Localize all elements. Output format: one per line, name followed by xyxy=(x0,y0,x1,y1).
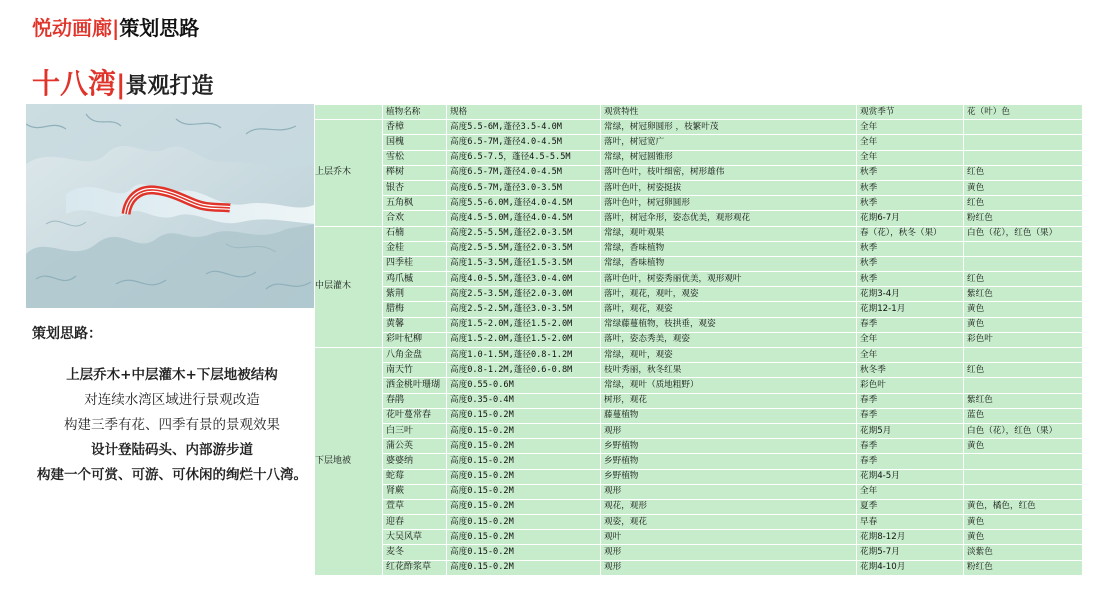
table-cell: 春鹃 xyxy=(383,393,447,408)
table-cell: 石楠 xyxy=(383,226,447,241)
table-cell: 婆婆纳 xyxy=(383,454,447,469)
table-cell: 落叶，树冠宽广 xyxy=(601,135,857,150)
table-cell: 花期8-12月 xyxy=(857,530,964,545)
table-cell: 黄色 xyxy=(964,439,1083,454)
table-row xyxy=(315,302,1083,317)
header-cell: 花（叶）色 xyxy=(964,105,1083,120)
header-cell: 规格 xyxy=(447,105,601,120)
table-cell: 麦冬 xyxy=(383,545,447,560)
table-cell: 合欢 xyxy=(383,211,447,226)
header-cell xyxy=(315,105,383,120)
table-cell: 全年 xyxy=(857,135,964,150)
table-cell: 彩色叶 xyxy=(964,332,1083,347)
table-cell: 高度5.5-6M,蓬径3.5-4.0M xyxy=(447,120,601,135)
table-cell: 白色（花），红色（果） xyxy=(964,423,1083,438)
table-cell: 银杏 xyxy=(383,180,447,195)
sub-title xyxy=(32,62,214,102)
plan-line: 上层乔木+中层灌木+下层地被结构 xyxy=(66,367,278,383)
table-cell: 常绿藤蔓植物，枝拱垂，观姿 xyxy=(601,317,857,332)
table-row xyxy=(315,287,1083,302)
table-cell: 落叶，树冠伞形，姿态优美，观形观花 xyxy=(601,211,857,226)
table-cell: 常绿，树冠圆锥形 xyxy=(601,150,857,165)
table-cell: 落叶色叶，枝叶细密，树形雄伟 xyxy=(601,165,857,180)
table-row xyxy=(315,454,1083,469)
table-cell: 紫红色 xyxy=(964,287,1083,302)
table-cell xyxy=(964,120,1083,135)
table-row xyxy=(315,484,1083,499)
table-cell: 高度0.15-0.2M xyxy=(447,408,601,423)
table-cell: 春季 xyxy=(857,408,964,423)
layer-cell: 中层灌木 xyxy=(315,226,383,348)
table-cell: 蛇莓 xyxy=(383,469,447,484)
plant-table xyxy=(314,104,1083,576)
table-row xyxy=(315,241,1083,256)
table-row xyxy=(315,545,1083,560)
table-cell: 白色（花），红色（果） xyxy=(964,226,1083,241)
table-cell: 观姿，观花 xyxy=(601,515,857,530)
table-cell: 春季 xyxy=(857,439,964,454)
plan-line: 构建一个可赏、可游、可休闲的绚烂十八湾。 xyxy=(37,467,307,483)
table-row xyxy=(315,165,1083,180)
planning-notes xyxy=(26,323,318,488)
table-cell: 常绿，香味植物 xyxy=(601,241,857,256)
table-row xyxy=(315,408,1083,423)
table-cell: 花期6-7月 xyxy=(857,211,964,226)
table-cell: 高度0.55-0.6M xyxy=(447,378,601,393)
area-name: 十八湾 xyxy=(32,67,117,100)
table-cell: 夏季 xyxy=(857,499,964,514)
table-cell: 四季桂 xyxy=(383,256,447,271)
table-cell: 彩色叶 xyxy=(857,378,964,393)
table-row xyxy=(315,439,1083,454)
table-cell: 落叶色叶，树冠卵圆形 xyxy=(601,196,857,211)
table-cell: 高度5.5-6.0M,蓬径4.0-4.5M xyxy=(447,196,601,211)
table-cell: 花期12-1月 xyxy=(857,302,964,317)
table-cell: 榉树 xyxy=(383,165,447,180)
table-cell: 高度0.15-0.2M xyxy=(447,515,601,530)
table-cell xyxy=(964,378,1083,393)
planning-label: 策划思路： xyxy=(32,326,102,342)
table-cell: 春季 xyxy=(857,454,964,469)
aerial-map xyxy=(26,104,316,308)
table-cell: 国槐 xyxy=(383,135,447,150)
table-row xyxy=(315,150,1083,165)
table-cell: 落叶，姿态秀美，观姿 xyxy=(601,332,857,347)
table-cell: 全年 xyxy=(857,348,964,363)
table-row xyxy=(315,423,1083,438)
table-cell: 秋季 xyxy=(857,256,964,271)
table-cell: 常绿，树冠卵圆形 ，枝繁叶茂 xyxy=(601,120,857,135)
section-title: 策划思路 xyxy=(119,16,200,40)
table-cell: 观形 xyxy=(601,560,857,575)
table-cell: 高度0.8-1.2M,蓬径0.6-0.8M xyxy=(447,363,601,378)
table-row xyxy=(315,272,1083,287)
table-cell: 高度0.15-0.2M xyxy=(447,423,601,438)
table-cell: 观形 xyxy=(601,545,857,560)
table-row xyxy=(315,317,1083,332)
table-cell xyxy=(964,150,1083,165)
table-cell: 粉红色 xyxy=(964,560,1083,575)
table-cell: 高度1.0-1.5M,蓬径0.8-1.2M xyxy=(447,348,601,363)
table-cell: 春季 xyxy=(857,393,964,408)
table-cell xyxy=(964,469,1083,484)
table-cell: 红花酢浆草 xyxy=(383,560,447,575)
table-cell: 高度6.5-7M,蓬径4.0-4.5M xyxy=(447,135,601,150)
table-cell xyxy=(964,484,1083,499)
table-cell: 花期5月 xyxy=(857,423,964,438)
table-cell: 枝叶秀丽，秋冬红果 xyxy=(601,363,857,378)
table-cell: 黄色 xyxy=(964,515,1083,530)
table-row xyxy=(315,332,1083,347)
table-cell: 黄色 xyxy=(964,180,1083,195)
table-cell: 观形 xyxy=(601,423,857,438)
table-cell: 高度0.15-0.2M xyxy=(447,545,601,560)
table-cell: 落叶，观花，观叶，观姿 xyxy=(601,287,857,302)
subtitle-section: 景观打造 xyxy=(125,74,214,99)
table-cell xyxy=(964,348,1083,363)
table-cell xyxy=(964,256,1083,271)
table-cell: 紫红色 xyxy=(964,393,1083,408)
table-cell: 花期4-5月 xyxy=(857,469,964,484)
table-cell: 高度2.5-5.5M,蓬径2.0-3.5M xyxy=(447,241,601,256)
table-cell: 八角金盘 xyxy=(383,348,447,363)
table-cell: 春季 xyxy=(857,317,964,332)
table-cell: 五角枫 xyxy=(383,196,447,211)
table-cell: 鸡爪槭 xyxy=(383,272,447,287)
table-cell: 洒金桃叶珊瑚 xyxy=(383,378,447,393)
table-row xyxy=(315,363,1083,378)
table-cell: 黄色 xyxy=(964,302,1083,317)
table-row xyxy=(315,120,1083,135)
table-cell: 萱草 xyxy=(383,499,447,514)
table-row xyxy=(315,211,1083,226)
table-cell: 南天竹 xyxy=(383,363,447,378)
subtitle-separator: | xyxy=(116,70,126,100)
table-cell: 落叶色叶，树姿挺拔 xyxy=(601,180,857,195)
table-cell: 秋季 xyxy=(857,272,964,287)
table-row xyxy=(315,135,1083,150)
table-cell: 观花，观形 xyxy=(601,499,857,514)
table-cell: 秋季 xyxy=(857,180,964,195)
table-cell: 高度0.15-0.2M xyxy=(447,530,601,545)
table-row xyxy=(315,469,1083,484)
table-cell: 树形，观花 xyxy=(601,393,857,408)
table-row xyxy=(315,560,1083,575)
page-title xyxy=(32,12,199,41)
brand-title: 悦动画廊 xyxy=(32,16,112,40)
table-cell: 早春 xyxy=(857,515,964,530)
table-cell: 迎春 xyxy=(383,515,447,530)
table-cell: 花期5-7月 xyxy=(857,545,964,560)
table-row xyxy=(315,196,1083,211)
table-cell: 秋季 xyxy=(857,196,964,211)
table-cell: 花期4-10月 xyxy=(857,560,964,575)
table-cell: 高度2.5-5.5M,蓬径2.0-3.5M xyxy=(447,226,601,241)
table-cell: 花叶蔓常春 xyxy=(383,408,447,423)
table-cell: 常绿，观叶，观姿 xyxy=(601,348,857,363)
plan-line: 构建三季有花、四季有景的景观效果 xyxy=(64,417,280,433)
table-row xyxy=(315,499,1083,514)
table-cell: 高度1.5-2.0M,蓬径1.5-2.0M xyxy=(447,317,601,332)
table-cell: 黄色，橘色，红色 xyxy=(964,499,1083,514)
table-cell: 高度0.35-0.4M xyxy=(447,393,601,408)
layer-cell: 下层地被 xyxy=(315,348,383,576)
plan-line: 对连续水湾区域进行景观改造 xyxy=(84,392,260,408)
table-cell: 白三叶 xyxy=(383,423,447,438)
table-cell: 肾蕨 xyxy=(383,484,447,499)
table-cell: 秋冬季 xyxy=(857,363,964,378)
table-cell: 高度0.15-0.2M xyxy=(447,469,601,484)
table-cell: 高度6.5-7.5，蓬径4.5-5.5M xyxy=(447,150,601,165)
table-cell xyxy=(964,135,1083,150)
table-row xyxy=(315,226,1083,241)
table-cell: 高度1.5-2.0M,蓬径1.5-2.0M xyxy=(447,332,601,347)
table-cell: 金桂 xyxy=(383,241,447,256)
table-cell: 红色 xyxy=(964,363,1083,378)
table-row xyxy=(315,378,1083,393)
table-cell: 高度4.0-5.5M,蓬径3.0-4.0M xyxy=(447,272,601,287)
table-cell: 落叶色叶，树姿秀丽优美，观形观叶 xyxy=(601,272,857,287)
table-cell: 高度0.15-0.2M xyxy=(447,454,601,469)
table-cell: 乡野植物 xyxy=(601,439,857,454)
table-row xyxy=(315,256,1083,271)
table-cell: 大吴风草 xyxy=(383,530,447,545)
table-cell: 彩叶杞柳 xyxy=(383,332,447,347)
header-cell: 植物名称 xyxy=(383,105,447,120)
header-cell: 观赏特性 xyxy=(601,105,857,120)
table-cell: 常绿，观叶观果 xyxy=(601,226,857,241)
table-cell: 蒲公英 xyxy=(383,439,447,454)
table-header-row xyxy=(315,105,1083,120)
table-cell: 高度0.15-0.2M xyxy=(447,484,601,499)
layer-cell: 上层乔木 xyxy=(315,120,383,226)
table-cell: 红色 xyxy=(964,196,1083,211)
table-cell: 高度6.5-7M,蓬径3.0-3.5M xyxy=(447,180,601,195)
table-cell: 紫荆 xyxy=(383,287,447,302)
title-separator: | xyxy=(112,16,120,40)
table-cell: 黄色 xyxy=(964,530,1083,545)
table-cell: 雪松 xyxy=(383,150,447,165)
table-cell: 全年 xyxy=(857,120,964,135)
table-cell: 全年 xyxy=(857,150,964,165)
table-cell: 春（花），秋冬（果） xyxy=(857,226,964,241)
table-cell: 高度4.5-5.0M,蓬径4.0-4.5M xyxy=(447,211,601,226)
table-cell: 红色 xyxy=(964,272,1083,287)
table-cell xyxy=(964,241,1083,256)
table-cell: 乡野植物 xyxy=(601,469,857,484)
table-cell: 高度2.5-2.5M,蓬径3.0-3.5M xyxy=(447,302,601,317)
table-cell: 观形 xyxy=(601,484,857,499)
table-cell: 高度2.5-3.5M,蓬径2.0-3.0M xyxy=(447,287,601,302)
table-cell: 高度0.15-0.2M xyxy=(447,499,601,514)
table-cell: 高度1.5-3.5M,蓬径1.5-3.5M xyxy=(447,256,601,271)
table-cell: 全年 xyxy=(857,332,964,347)
table-cell: 全年 xyxy=(857,484,964,499)
table-cell: 秋季 xyxy=(857,165,964,180)
table-row xyxy=(315,393,1083,408)
table-row xyxy=(315,180,1083,195)
table-cell: 常绿，观叶（质地粗野） xyxy=(601,378,857,393)
table-cell xyxy=(964,454,1083,469)
table-cell: 黄馨 xyxy=(383,317,447,332)
table-row xyxy=(315,530,1083,545)
table-cell: 腊梅 xyxy=(383,302,447,317)
header-cell: 观赏季节 xyxy=(857,105,964,120)
table-cell: 落叶，观花，观姿 xyxy=(601,302,857,317)
table-cell: 淡紫色 xyxy=(964,545,1083,560)
table-row xyxy=(315,348,1083,363)
table-cell: 花期3-4月 xyxy=(857,287,964,302)
table-cell: 乡野植物 xyxy=(601,454,857,469)
table-cell: 香樟 xyxy=(383,120,447,135)
table-cell: 常绿，香味植物 xyxy=(601,256,857,271)
table-cell: 观叶 xyxy=(601,530,857,545)
table-cell: 高度0.15-0.2M xyxy=(447,439,601,454)
table-cell: 高度0.15-0.2M xyxy=(447,560,601,575)
table-cell: 黄色 xyxy=(964,317,1083,332)
table-cell: 秋季 xyxy=(857,241,964,256)
table-cell: 红色 xyxy=(964,165,1083,180)
table-cell: 高度6.5-7M,蓬径4.0-4.5M xyxy=(447,165,601,180)
terrain-illustration xyxy=(26,104,316,308)
table-cell: 粉红色 xyxy=(964,211,1083,226)
plan-line: 设计登陆码头、内部游步道 xyxy=(91,442,253,458)
table-row xyxy=(315,515,1083,530)
table-cell: 蓝色 xyxy=(964,408,1083,423)
table-cell: 藤蔓植物 xyxy=(601,408,857,423)
